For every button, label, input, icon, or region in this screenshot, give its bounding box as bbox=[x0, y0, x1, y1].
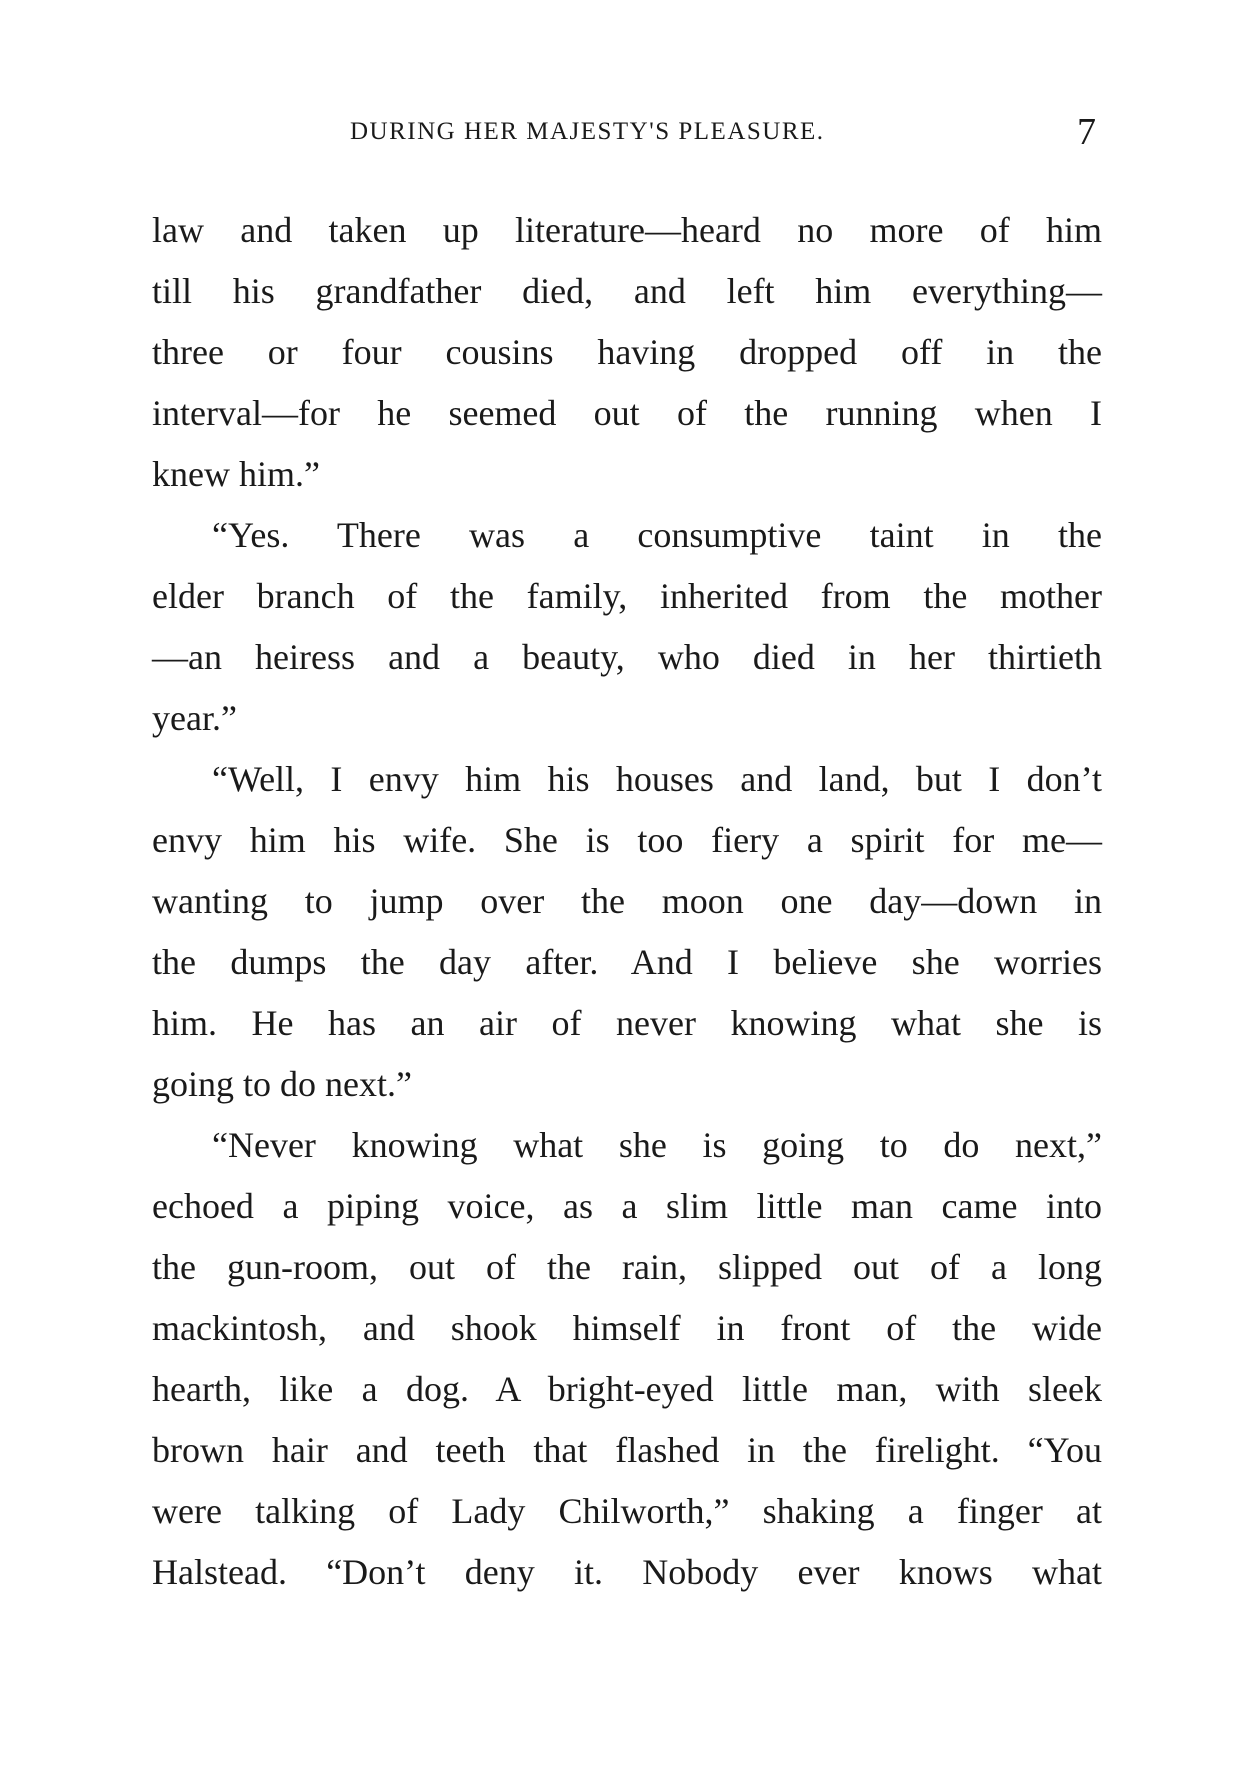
text-line: elder branch of the family, inherited from the mother bbox=[152, 576, 1102, 616]
text-line: “Never knowing what she is going to do next,” bbox=[212, 1125, 1102, 1165]
text-line: interval—for he seemed out of the running when I bbox=[152, 393, 1102, 433]
text-line: “Yes. There was a consumptive taint in the bbox=[212, 515, 1102, 555]
text-line: —an heiress and a beauty, who died in her thirtieth bbox=[152, 637, 1102, 677]
text-line: the gun-room, out of the rain, slipped out of a long bbox=[152, 1247, 1102, 1287]
text-line: Halstead. “Don’t deny it. Nobody ever knows what bbox=[152, 1552, 1102, 1592]
running-head bbox=[150, 111, 1100, 158]
text-line: the dumps the day after. And I believe she worries bbox=[152, 942, 1102, 982]
text-line: going to do next.” bbox=[152, 1064, 412, 1104]
text-line: “Well, I envy him his houses and land, but I don’t bbox=[212, 759, 1102, 799]
text-line: echoed a piping voice, as a slim little man came into bbox=[152, 1186, 1102, 1226]
text-line: law and taken up literature—heard no more of him bbox=[152, 210, 1102, 250]
text-line: brown hair and teeth that flashed in the firelight. “You bbox=[152, 1430, 1102, 1470]
text-line: hearth, like a dog. A bright-eyed little man, with sleek bbox=[152, 1369, 1102, 1409]
text-line: were talking of Lady Chilworth,” shaking a finger at bbox=[152, 1491, 1102, 1531]
running-title: DURING HER MAJESTY'S PLEASURE. bbox=[350, 118, 825, 145]
text-line: him. He has an air of never knowing what she is bbox=[152, 1003, 1102, 1043]
text-line: year.” bbox=[152, 698, 237, 738]
text-line: envy him his wife. She is too fiery a spirit for me— bbox=[152, 820, 1102, 860]
text-line: till his grandfather died, and left him everything— bbox=[152, 271, 1102, 311]
text-line: mackintosh, and shook himself in front of the wide bbox=[152, 1308, 1102, 1348]
text-line: three or four cousins having dropped off in the bbox=[152, 332, 1102, 372]
page-number: 7 bbox=[1077, 111, 1096, 153]
text-line: wanting to jump over the moon one day—down in bbox=[152, 881, 1102, 921]
text-line: knew him.” bbox=[152, 454, 320, 494]
body-text bbox=[152, 200, 1102, 1603]
